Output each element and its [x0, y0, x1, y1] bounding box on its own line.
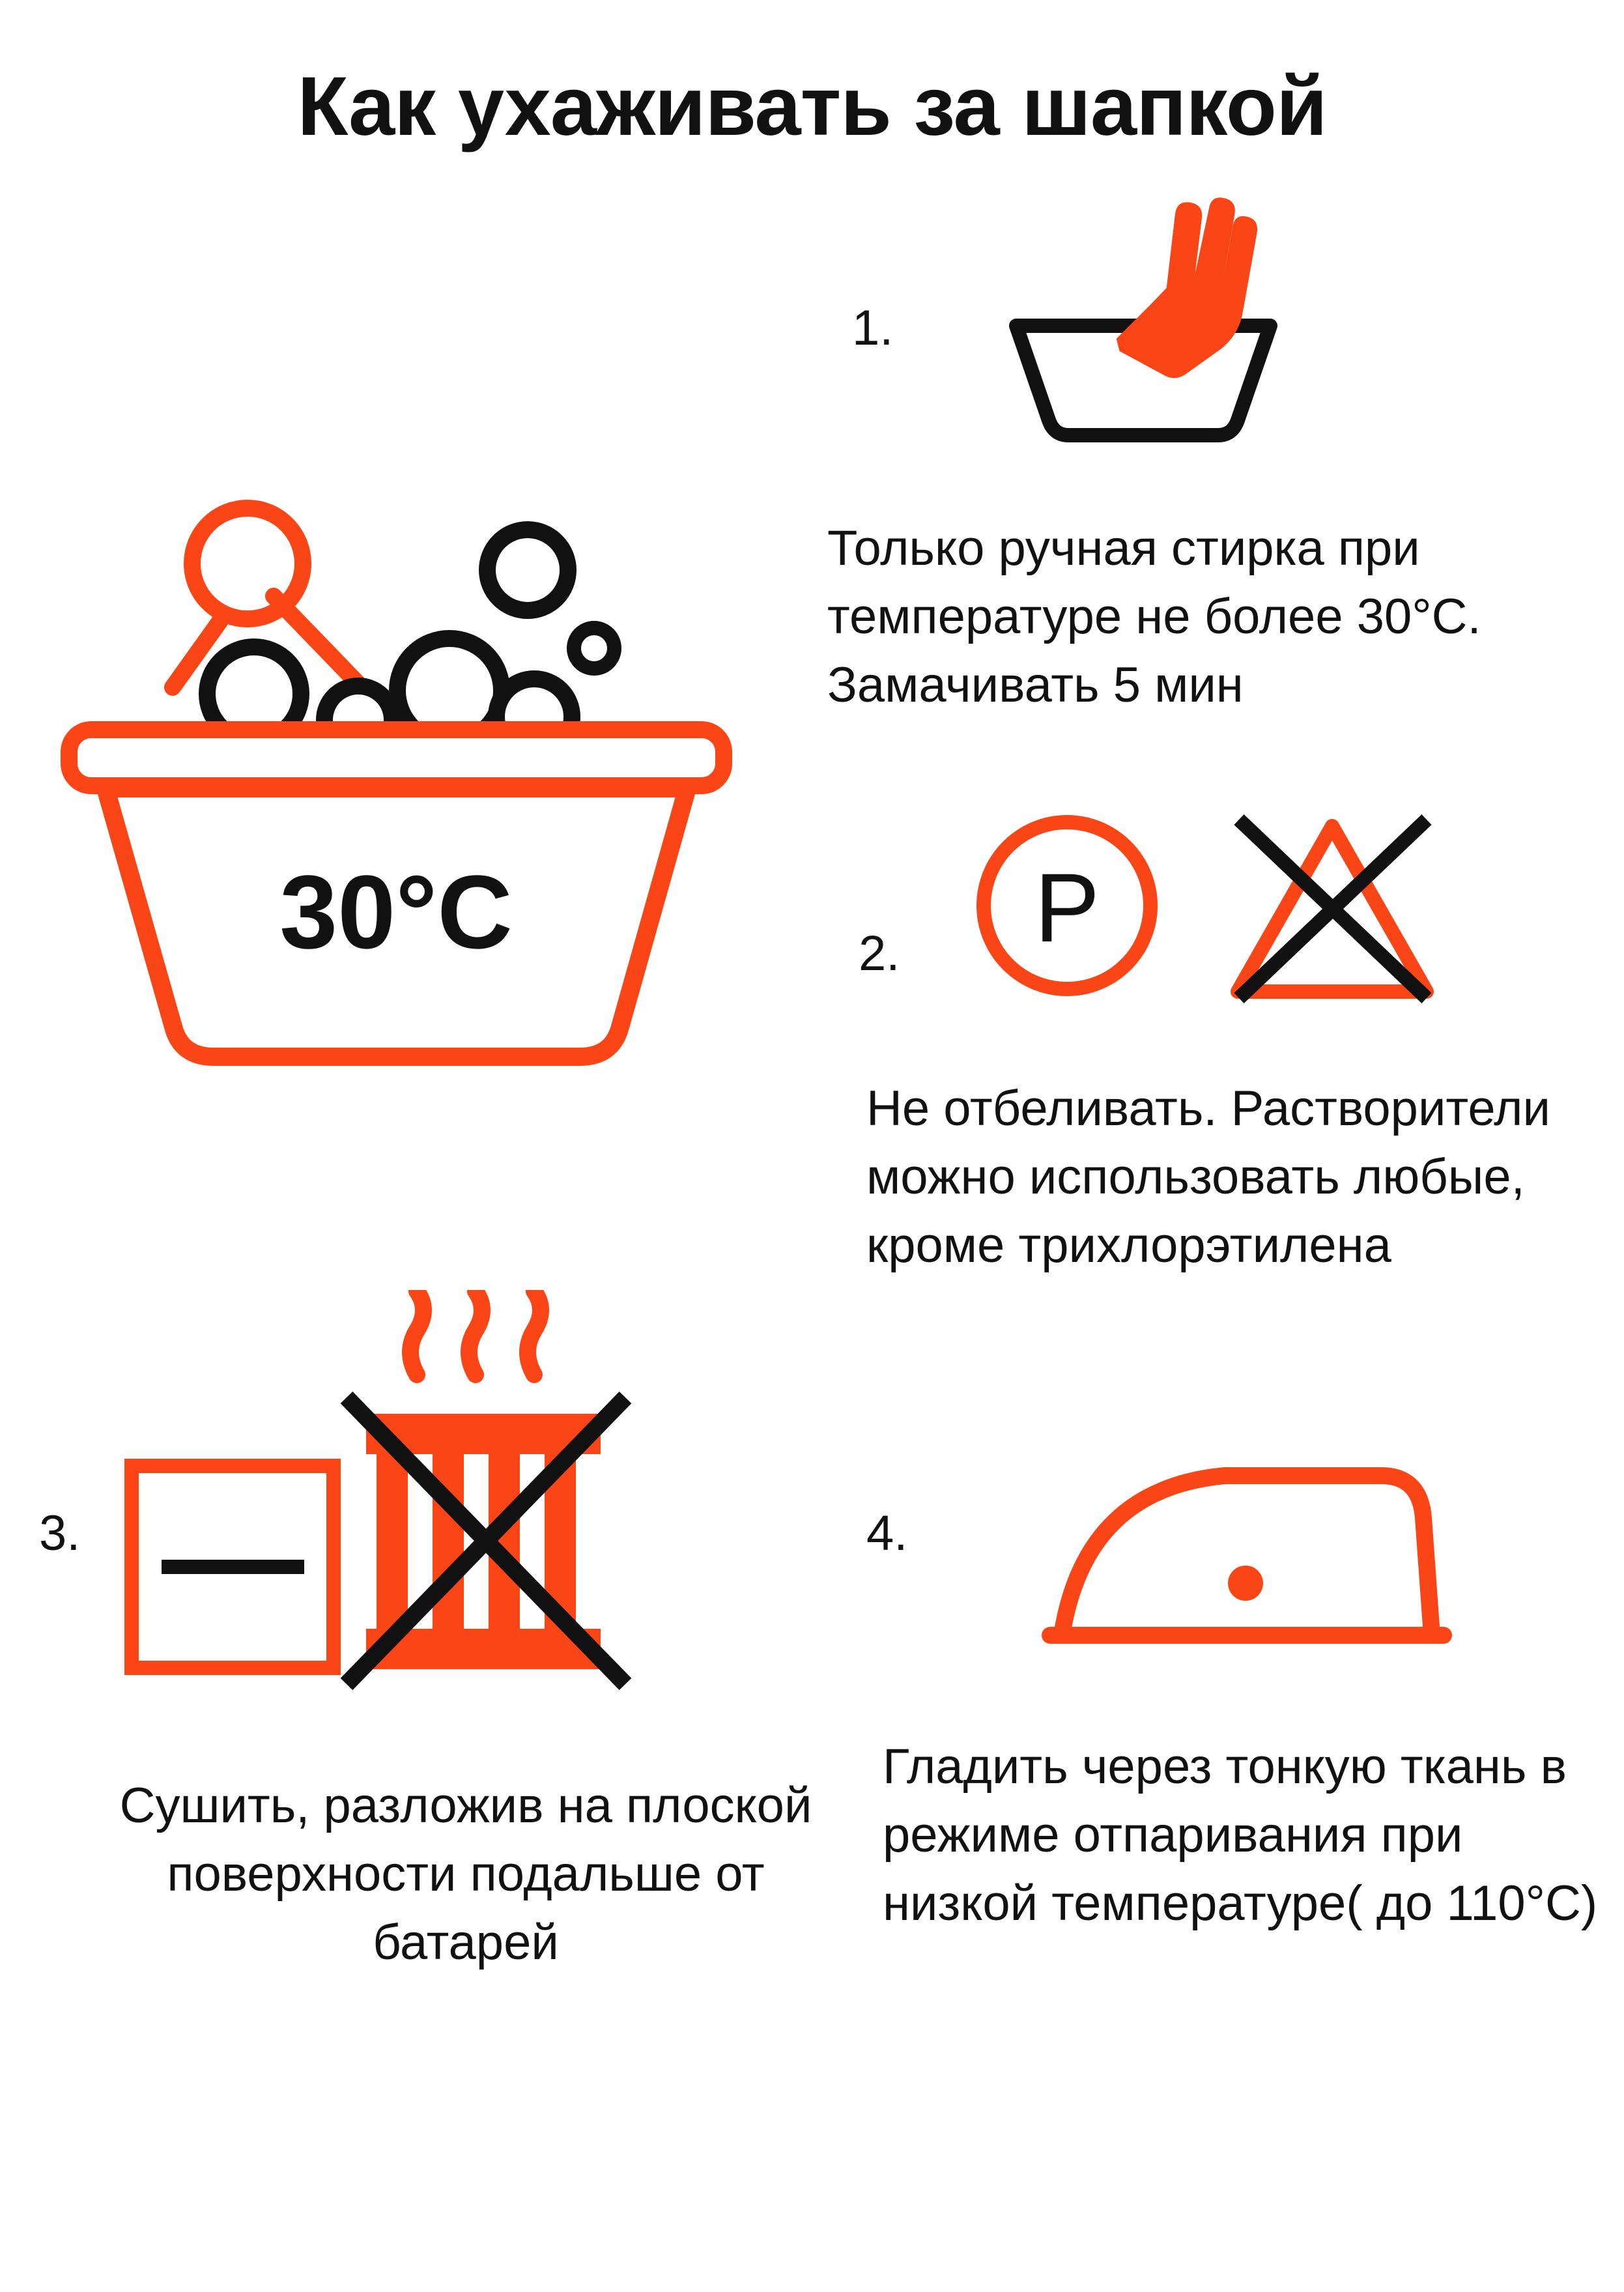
step-3-symbols: [111, 1290, 762, 1700]
step-4-text: Гладить через тонкую ткань в режиме отпаривания при низкой температуре( до 110°C): [883, 1739, 1598, 1931]
svg-text:P: P: [1034, 853, 1100, 962]
dry-clean-p-icon: [984, 822, 1150, 989]
hand-wash-icon: [1003, 189, 1283, 450]
step-2-text: Не отбеливать. Растворители можно использовать любые, кроме трихлорэтилена: [866, 1081, 1550, 1273]
iron-low-temperature-icon: [964, 1420, 1485, 1707]
step-2-number: 2.: [859, 926, 900, 981]
no-bleach-triangle-crossed-icon: [1238, 820, 1427, 998]
page-title: Как ухаживать за шапкой: [297, 60, 1327, 153]
step-1-number: 1.: [852, 300, 894, 356]
step-1-text: Только ручная стирка при температуре не более 30°C. Замачивать 5 мин: [827, 521, 1481, 713]
no-radiator-icon: [347, 1291, 625, 1684]
wash-basin-with-foam-icon: [59, 456, 756, 1108]
step-4-number: 4.: [866, 1506, 908, 1561]
step-2-symbols: [971, 808, 1492, 1003]
step-3-text: Сушить, разложив на плоской поверхности подальше от батарей: [119, 1778, 812, 1970]
dry-flat-icon: [132, 1466, 334, 1668]
basin-temperature-label: 30°C: [279, 853, 513, 970]
step-3-number: 3.: [39, 1506, 81, 1561]
